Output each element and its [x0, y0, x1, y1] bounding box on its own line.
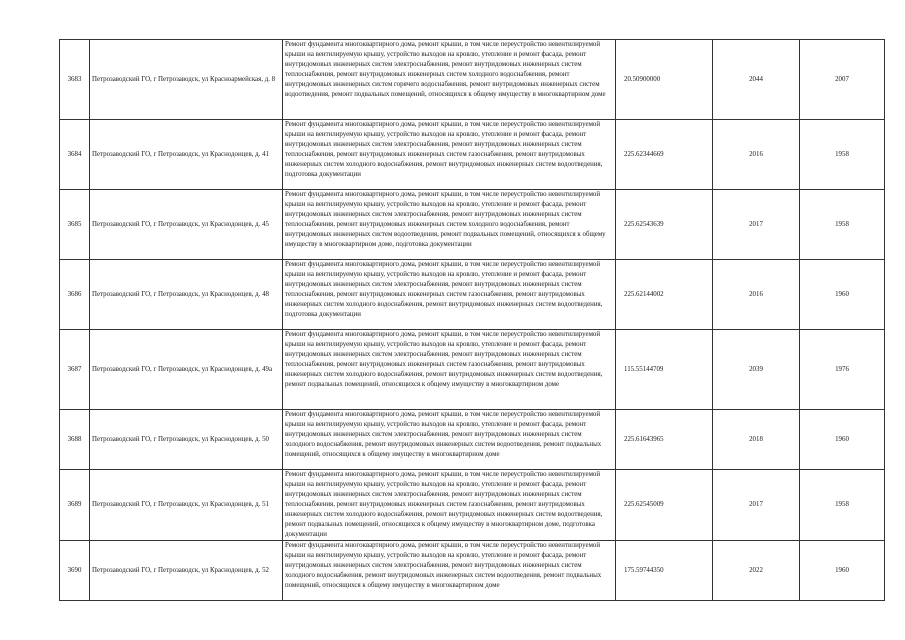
works-cell: Ремонт фундамента многоквартирного дома, ремонт крыши, в том числе переустройство невентилируемой крыши на вентилируемую крышу, устройство выходов на кровлю, утепление и ремонт фасада, ремонт внутридомовых инженерных систем электроснабжения, ремонт внутридомовых инженерных систем теплоснабжения, ремонт внутридомовых инженерных систем газоснабжения, ремонт внутридомовых инженерных систем холодного водоснабжения, ремонт внутридомовых инженерных систем водоотведения, ремонт подвальных помещений, относящихся к общему имуществу в многоквартирном доме, подготовка документации	[283, 470, 616, 541]
works-cell: Ремонт фундамента многоквартирного дома, ремонт крыши, в том числе переустройство невентилируемой крыши на вентилируемую крышу, устройство выходов на кровлю, утепление и ремонт фасада, ремонт внутридомовых инженерных систем электроснабжения, ремонт внутридомовых инженерных систем теплоснабжения, ремонт внутридомовых инженерных систем газоснабжения, ремонт внутридомовых инженерных систем холодного водоснабжения, ремонт внутридомовых инженерных систем водоотведения, подготовка документации	[283, 260, 616, 330]
address-cell: Петрозаводский ГО, г Петрозаводск, ул Краснодонцев, д. 41	[90, 120, 283, 190]
works-cell: Ремонт фундамента многоквартирного дома, ремонт крыши, в том числе переустройство невентилируемой крыши на вентилируемую крышу, устройство выходов на кровлю, утепление и ремонт фасада, ремонт внутридомовых инженерных систем электроснабжения, ремонт внутридомовых инженерных систем теплоснабжения, ремонт внутридомовых инженерных систем холодного водоснабжения, ремонт внутридомовых инженерных систем горячего водоснабжения, ремонт внутридомовых инженерных систем водоотведения, ремонт подвальных помещений, относящихся к общему имуществу в многоквартирном доме	[283, 40, 616, 120]
built-year-cell: 1960	[800, 541, 885, 601]
built-year-cell: 1976	[800, 330, 885, 410]
built-year-cell: 1960	[800, 260, 885, 330]
row-number-cell: 3685	[60, 190, 90, 260]
works-cell: Ремонт фундамента многоквартирного дома, ремонт крыши, в том числе переустройство невентилируемой крыши на вентилируемую крышу, устройство выходов на кровлю, утепление и ремонт фасада, ремонт внутридомовых инженерных систем электроснабжения, ремонт внутридомовых инженерных систем теплоснабжения, ремонт внутридомовых инженерных систем холодного водоснабжения, ремонт внутридомовых инженерных систем водоотведения, ремонт подвальных помещений, относящихся к общему имуществу в многоквартирном доме, подготовка документации	[283, 190, 616, 260]
address-cell: Петрозаводский ГО, г Петрозаводск, ул Краснодонцев, д. 49а	[90, 330, 283, 410]
row-number-cell: 3688	[60, 410, 90, 470]
planned-year-cell: 2039	[713, 330, 800, 410]
works-cell: Ремонт фундамента многоквартирного дома, ремонт крыши, в том числе переустройство невентилируемой крыши на вентилируемую крышу, устройство выходов на кровлю, утепление и ремонт фасада, ремонт внутридомовых инженерных систем электроснабжения, ремонт внутридомовых инженерных систем теплоснабжения, ремонт внутридомовых инженерных систем газоснабжения, ремонт внутридомовых инженерных систем холодного водоснабжения, ремонт внутридомовых инженерных систем водоотведения, ремонт подвальных помещений, относящихся к общему имуществу в многоквартирном доме	[283, 330, 616, 410]
table-row	[60, 260, 885, 330]
area-cell: 225.62144002	[616, 260, 713, 330]
area-cell: 225.62545009	[616, 470, 713, 541]
built-year-cell: 1960	[800, 410, 885, 470]
planned-year-cell: 2016	[713, 120, 800, 190]
planned-year-cell: 2044	[713, 40, 800, 120]
area-cell: 115.55144709	[616, 330, 713, 410]
area-cell: 225.62543639	[616, 190, 713, 260]
table-row	[60, 40, 885, 120]
built-year-cell: 1958	[800, 190, 885, 260]
area-cell: 225.62344669	[616, 120, 713, 190]
row-number-cell: 3684	[60, 120, 90, 190]
table-row	[60, 410, 885, 470]
table-row	[60, 470, 885, 541]
planned-year-cell: 2022	[713, 541, 800, 601]
table-row	[60, 120, 885, 190]
row-number-cell: 3689	[60, 470, 90, 541]
address-cell: Петрозаводский ГО, г Петрозаводск, ул Краснодонцев, д. 45	[90, 190, 283, 260]
address-cell: Петрозаводский ГО, г Петрозаводск, ул Краснодонцев, д. 48	[90, 260, 283, 330]
table-body	[60, 40, 885, 601]
row-number-cell: 3687	[60, 330, 90, 410]
works-cell: Ремонт фундамента многоквартирного дома, ремонт крыши, в том числе переустройство невентилируемой крыши на вентилируемую крышу, устройство выходов на кровлю, утепление и ремонт фасада, ремонт внутридомовых инженерных систем электроснабжения, ремонт внутридомовых инженерных систем холодного водоснабжения, ремонт внутридомовых инженерных систем водоотведения, ремонт подвальных помещений, относящихся к общему имуществу в многоквартирном доме	[283, 541, 616, 601]
planned-year-cell: 2017	[713, 470, 800, 541]
planned-year-cell: 2018	[713, 410, 800, 470]
built-year-cell: 2007	[800, 40, 885, 120]
area-cell: 225.61643965	[616, 410, 713, 470]
table-row	[60, 330, 885, 410]
row-number-cell: 3683	[60, 40, 90, 120]
table-row	[60, 541, 885, 601]
area-cell: 175.59744350	[616, 541, 713, 601]
address-cell: Петрозаводский ГО, г Петрозаводск, ул Красноармейская, д. 8	[90, 40, 283, 120]
built-year-cell: 1958	[800, 120, 885, 190]
area-cell: 20.50900000	[616, 40, 713, 120]
row-number-cell: 3690	[60, 541, 90, 601]
table-row	[60, 190, 885, 260]
planned-year-cell: 2016	[713, 260, 800, 330]
row-number-cell: 3686	[60, 260, 90, 330]
address-cell: Петрозаводский ГО, г Петрозаводск, ул Краснодонцев, д. 51	[90, 470, 283, 541]
address-cell: Петрозаводский ГО, г Петрозаводск, ул Краснодонцев, д. 50	[90, 410, 283, 470]
repair-program-table	[59, 39, 885, 601]
works-cell: Ремонт фундамента многоквартирного дома, ремонт крыши, в том числе переустройство невентилируемой крыши на вентилируемую крышу, устройство выходов на кровлю, утепление и ремонт фасада, ремонт внутридомовых инженерных систем электроснабжения, ремонт внутридомовых инженерных систем холодного водоснабжения, ремонт внутридомовых инженерных систем водоотведения, ремонт подвальных помещений, относящихся к общему имуществу в многоквартирном доме	[283, 410, 616, 470]
planned-year-cell: 2017	[713, 190, 800, 260]
address-cell: Петрозаводский ГО, г Петрозаводск, ул Краснодонцев, д. 52	[90, 541, 283, 601]
built-year-cell: 1958	[800, 470, 885, 541]
works-cell: Ремонт фундамента многоквартирного дома, ремонт крыши, в том числе переустройство невентилируемой крыши на вентилируемую крышу, устройство выходов на кровлю, утепление и ремонт фасада, ремонт внутридомовых инженерных систем электроснабжения, ремонт внутридомовых инженерных систем теплоснабжения, ремонт внутридомовых инженерных систем газоснабжения, ремонт внутридомовых инженерных систем холодного водоснабжения, ремонт внутридомовых инженерных систем водоотведения, подготовка документации	[283, 120, 616, 190]
